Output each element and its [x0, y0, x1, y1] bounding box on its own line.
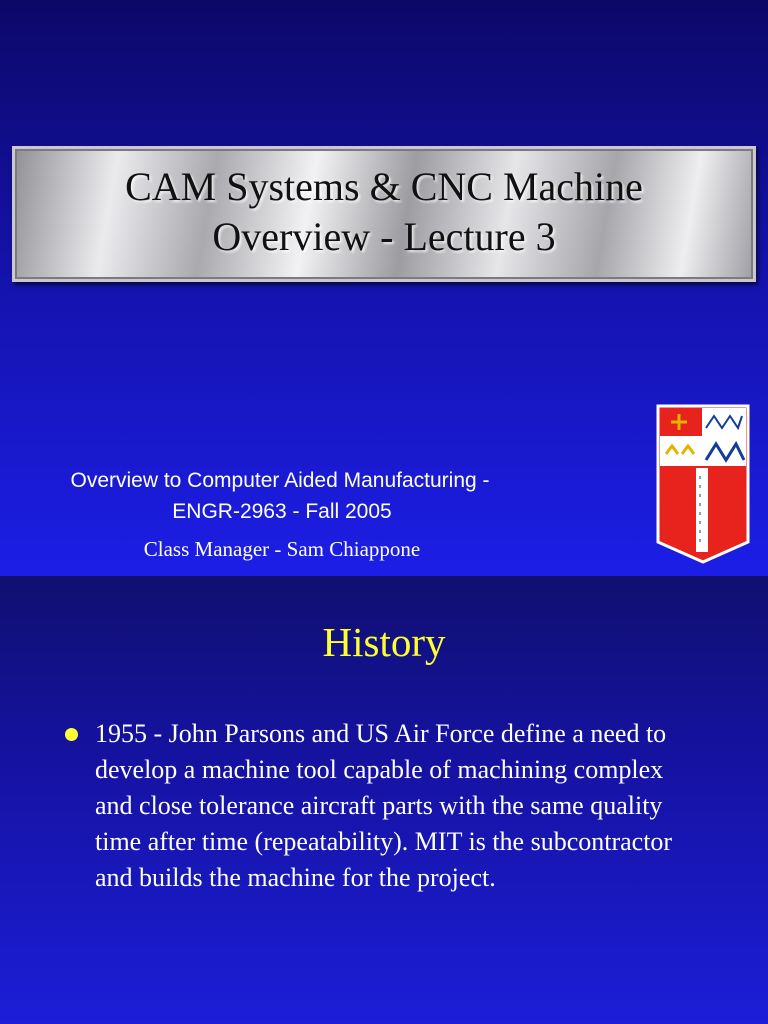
rensselaer-shield-icon [656, 404, 750, 564]
bullet-icon [65, 728, 78, 741]
title-line-1: CAM Systems & CNC Machine [125, 164, 643, 209]
class-manager: Class Manager - Sam Chiappone [143, 537, 421, 561]
title-line-2: Overview - Lecture 3 [212, 214, 556, 259]
title-banner [12, 146, 756, 282]
course-code: ENGR-2963 - Fall 2005 [172, 500, 392, 523]
course-name: Overview to Computer Aided Manufacturing - [70, 469, 490, 492]
history-slide [0, 576, 768, 1024]
bullet-item: 1955 - John Parsons and US Air Force define a need to develop a machine tool capable of machining complex and close tolerance aircraft parts with the same quality time after time (repeatability). MIT is the subcontractor and builds the machine for the project. [95, 719, 673, 892]
slide-title [12, 162, 756, 262]
history-title: History [322, 619, 446, 665]
